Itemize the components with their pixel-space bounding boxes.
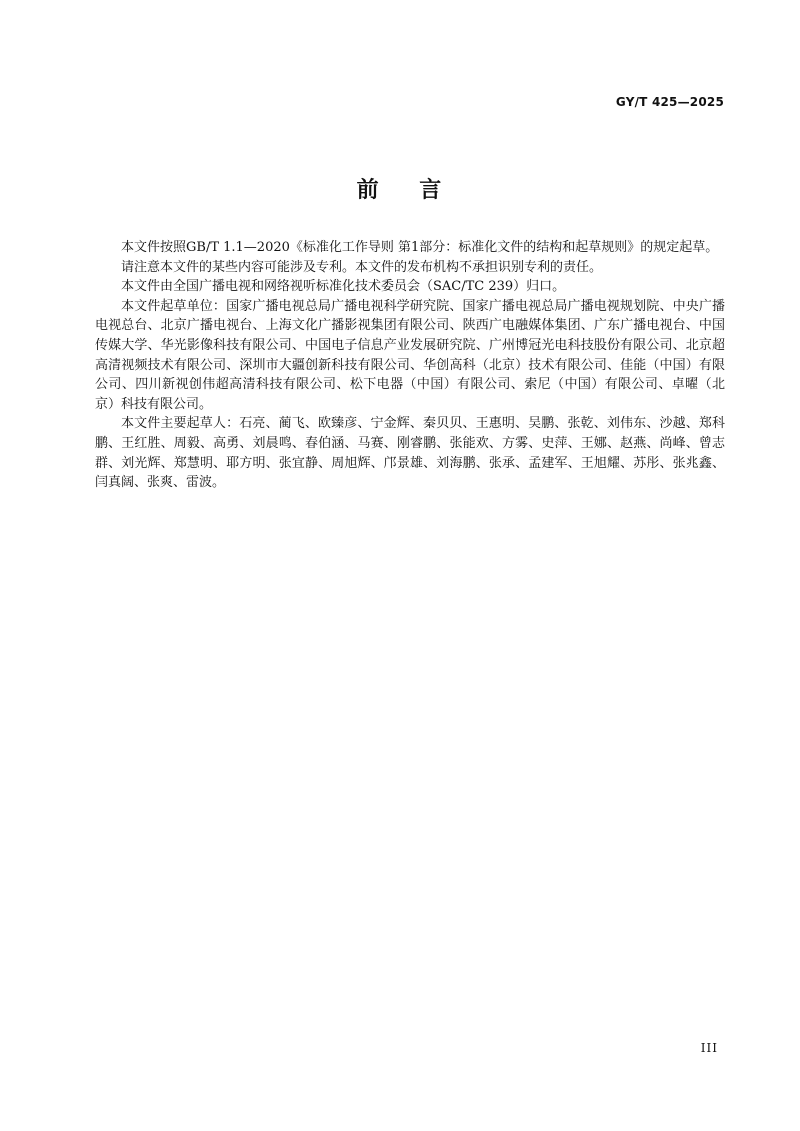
paragraph-main-drafters: 本文件主要起草人：石亮、蔺飞、欧臻彦、宁金辉、秦贝贝、王惠明、吴鹏、张乾、刘伟东、沙越、郑科鹏、王红胜、周毅、高勇、刘晨鸣、春伯涵、马赛、刚睿鹏、张能欢、方雾、史萍、王娜、赵燕、尚峰、曾志群、刘光辉、郑慧明、耶方明、张宜静、周旭辉、邝景雄、刘海鹏、张承、孟建军、王旭耀、苏彤、张兆鑫、闫真阔、张爽、雷波。 [95,416,725,491]
page-number: III [700,1041,718,1055]
document-code: GY/T 425—2025 [615,95,724,109]
paragraph-responsible-committee: 本文件由全国广播电视和网络视听标准化技术委员会（SAC/TC 239）归口。 [121,279,566,295]
foreword-content [95,238,725,493]
page-title: 前 言 [356,178,444,203]
paragraph-patent-notice: 请注意本文件的某些内容可能涉及专利。本文件的发布机构不承担识别专利的责任。 [121,259,603,275]
paragraph-drafting-organizations: 本文件起草单位：国家广播电视总局广播电视科学研究院、国家广播电视总局广播电视规划院、中央广播电视总台、北京广播电视台、上海文化广播影视集团有限公司、陕西广电融媒体集团、广东广播电视台、中国传媒大学、华光影像科技有限公司、中国电子信息产业发展研究院、广州博冠光电科技股份有限公司、北京超高清视频技术有限公司、深圳市大疆创新科技有限公司、华创高科（北京）技术有限公司、佳能（中国）有限公司、四川新视创伟超高清科技有限公司、松下电器（中国）有限公司、索尼（中国）有限公司、卓曜（北京）科技有限公司。 [95,298,725,412]
paragraph-drafting-rules: 本文件按照GB/T 1.1—2020《标准化工作导则 第1部分：标准化文件的结构和起草规则》的规定起草。 [121,240,719,255]
